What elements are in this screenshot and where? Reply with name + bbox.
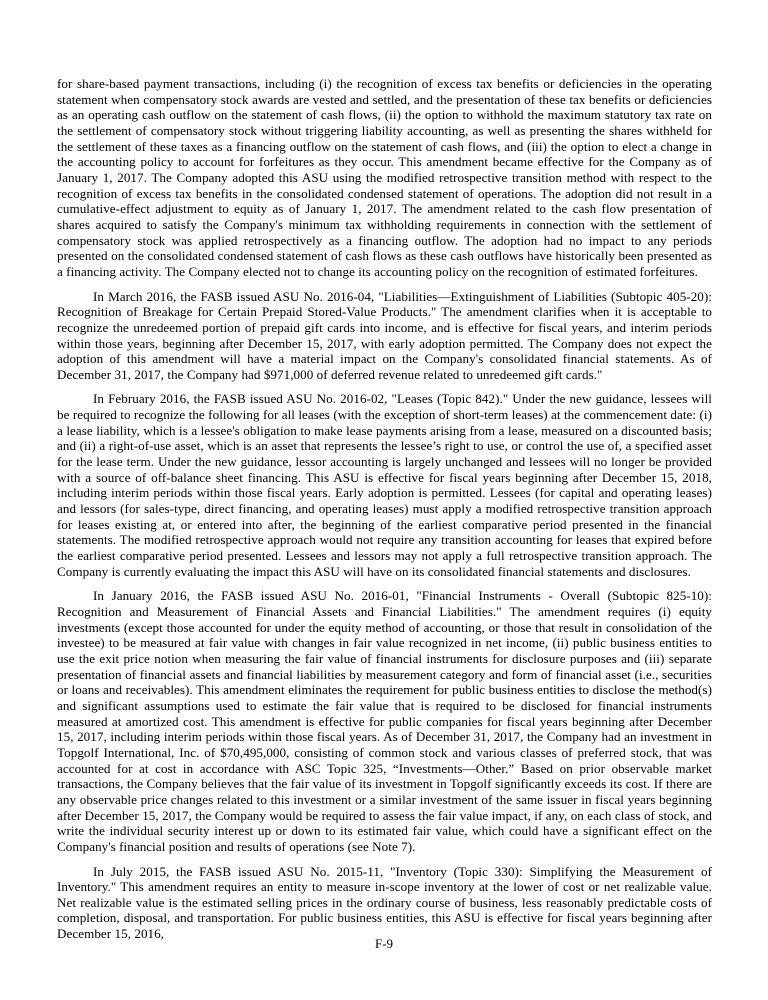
paragraph-share-based-payment: for share-based payment transactions, including (i) the recognition of excess tax benefits or deficiencies in the operating statement when compensatory stock awards are vested and settled, and the presentation of these tax benefits or deficiencies as an operating cash outflow on the statement of cash flows, (ii) the option to withhold the maximum statutory tax rate on the settlement of compensatory stock without triggering liability accounting, as well as presenting the shares withheld for the settlement of these taxes as a financing outflow on the statement of cash flows, and (iii) the option to elect a change in the accounting policy to account for forfeitures as they occur. This amendment became effective for the Company as of January 1, 2017. The Company adopted this ASU using the modified retrospective transition method with respect to the recognition of excess tax benefits in the consolidated condensed statement of operations. The adoption did not result in a cumulative-effect adjustment to equity as of January 1, 2017. The amendment related to the cash flow presentation of shares acquired to satisfy the Company's minimum tax withholding requirements in connection with the settlement of compensatory stock was applied retrospectively as a financing outflow. The adoption had no impact to any periods presented on the consolidated condensed statement of cash flows as these cash outflows have historically been presented as a financing activity. The Company elected not to change its accounting policy on the recognition of estimated forfeitures. — [57, 76, 712, 279]
paragraph-asu-2016-01-financial-instruments: In January 2016, the FASB issued ASU No. 2016-01, "Financial Instruments - Overall (Subtopic 825-10): Recognition and Measurement of Financial Assets and Financial Liabilities." The amendment requires (i) equity investments (except those accounted for under the equity method of accounting, or those that result in consolidation of the investee) to be measured at fair value with changes in fair value recognized in net income, (ii) public business entities to use the exit price notion when measuring the fair value of financial instruments for disclosure purposes and (iii) separate presentation of financial assets and financial liabilities by measurement category and form of financial asset (i.e., securities or loans and receivables). This amendment eliminates the requirement for public business entities to disclose the method(s) and significant assumptions used to estimate the fair value that is required to be disclosed for financial instruments measured at amortized cost. This amendment is effective for public companies for fiscal years beginning after December 15, 2017, including interim periods within those fiscal years. As of December 31, 2017, the Company had an investment in Topgolf International, Inc. of $70,495,000, consisting of common stock and various classes of preferred stock, that was accounted for at cost in accordance with ASC Topic 325, “Investments—Other.” Based on prior observable market transactions, the Company believes that the fair value of its investment in Topgolf significantly exceeds its cost. If there are any observable price changes related to this investment or a similar investment of the same issuer in fiscal years beginning after December 15, 2017, the Company would be required to assess the fair value impact, if any, on each class of stock, and write the individual security interest up or down to its estimated fair value, which could have a significant effect on the Company's financial position and results of operations (see Note 7). — [57, 588, 712, 854]
paragraph-asu-2016-02-leases: In February 2016, the FASB issued ASU No. 2016-02, "Leases (Topic 842)." Under the new guidance, lessees will be required to recognize the following for all leases (with the exception of short-term leases) at the commencement date: (i) a lease liability, which is a lessee's obligation to make lease payments arising from a lease, measured on a discounted basis; and (ii) a right-of-use asset, which is an asset that represents the lessee’s right to use, or control the use of, a specified asset for the lease term. Under the new guidance, lessor accounting is largely unchanged and lessees will no longer be provided with a source of off-balance sheet financing. This ASU is effective for fiscal years beginning after December 15, 2018, including interim periods within those fiscal years. Early adoption is permitted. Lessees (for capital and operating leases) and lessors (for sales-type, direct financing, and operating leases) must apply a modified retrospective transition approach for leases existing at, or entered into after, the beginning of the earliest comparative period presented in the financial statements. The modified retrospective approach would not require any transition accounting for leases that expired before the earliest comparative period presented. Lessees and lessors may not apply a full retrospective transition approach. The Company is currently evaluating the impact this ASU will have on its consolidated financial statements and disclosures. — [57, 391, 712, 579]
page-number: F-9 — [374, 936, 394, 951]
paragraph-asu-2016-04: In March 2016, the FASB issued ASU No. 2016-04, "Liabilities—Extinguishment of Liabilities (Subtopic 405-20): Recognition of Breakage for Certain Prepaid Stored-Value Products." The amendment clarifies when it is acceptable to recognize the unredeemed portion of prepaid gift cards into income, and is effective for fiscal years, and interim periods within those years, beginning after December 15, 2017, with early adoption permitted. The Company does not expect the adoption of this amendment will have a material impact on the Company's consolidated financial statements. As of December 31, 2017, the Company had $971,000 of deferred revenue related to unredeemed gift cards." — [57, 288, 712, 382]
paragraph-asu-2015-11-inventory: In July 2015, the FASB issued ASU No. 2015-11, "Inventory (Topic 330): Simplifying the Measurement of Inventory." This amendment requires an entity to measure in-scope inventory at the lower of cost or net realizable value. Net realizable value is the estimated selling prices in the ordinary course of business, less reasonably predictable costs of completion, disposal, and transportation. For public business entities, this ASU is effective for fiscal years beginning after December 15, 2016, — [57, 863, 712, 942]
